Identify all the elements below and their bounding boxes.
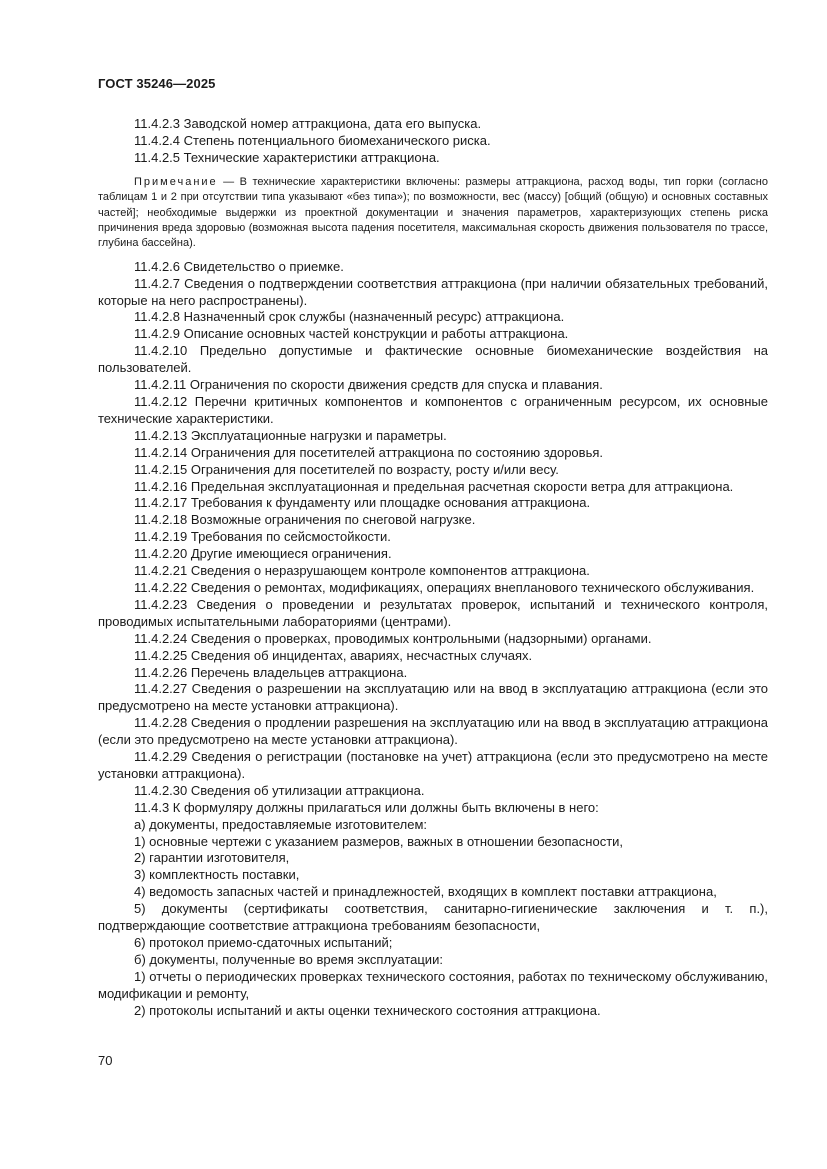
- paragraph: 11.4.2.5 Технические характеристики аттракциона.: [134, 149, 440, 165]
- paragraph: 11.4.2.30 Сведения об утилизации аттракциона.: [134, 782, 425, 798]
- paragraph: 1) отчеты о периодических проверках технического состояния, работах по техническому обслуживанию, модификации и ремонту,: [98, 968, 768, 1001]
- paragraph: 11.4.2.8 Назначенный срок службы (назначенный ресурс) аттракциона.: [134, 309, 565, 325]
- paragraph: 11.4.2.19 Требования по сейсмостойкости.: [134, 529, 391, 545]
- paragraph: 11.4.2.6 Свидетельство о приемке.: [134, 258, 344, 274]
- paragraph: 6) протокол приемо-сдаточных испытаний;: [134, 935, 393, 950]
- paragraph: 11.4.2.25 Сведения об инцидентах, авариях, несчастных случаях.: [134, 647, 533, 663]
- paragraph: 2) гарантии изготовителя,: [134, 850, 290, 866]
- paragraph: 11.4.2.22 Сведения о ремонтах, модификациях, операциях внепланового технического обслуживания.: [134, 579, 755, 595]
- paragraph: 11.4.2.12 Перечни критичных компонентов и компонентов с ограниченным ресурсом, их основные технические характеристики.: [98, 394, 768, 426]
- paragraph: 11.4.2.21 Сведения о неразрушающем контроле компонентов аттракциона.: [134, 563, 590, 579]
- note-label: Примечание: [134, 175, 218, 188]
- paragraph: 11.4.2.20 Другие имеющиеся ограничения.: [134, 546, 392, 562]
- paragraph: 11.4.2.29 Сведения о регистрации (постановке на учет) аттракциона (если это предусмотрено на месте установки аттракциона).: [98, 749, 768, 781]
- paragraph-group-1: [98, 116, 768, 167]
- paragraph: 1) основные чертежи с указанием размеров, важных в отношении безопасности,: [134, 833, 624, 849]
- paragraph: а) документы, предоставляемые изготовителем:: [134, 816, 427, 832]
- paragraph: 11.4.2.7 Сведения о подтверждении соответствия аттракциона (при наличии обязательных требований, которые на него распространены).: [98, 275, 768, 308]
- paragraph: 11.4.2.9 Описание основных частей конструкции и работы аттракциона.: [134, 326, 569, 342]
- paragraph: 11.4.2.11 Ограничения по скорости движения средств для спуска и плавания.: [134, 377, 603, 393]
- paragraph: 3) комплектность поставки,: [134, 867, 300, 883]
- paragraph: 11.4.2.4 Степень потенциального биомеханического риска.: [134, 132, 491, 148]
- document-code-header: ГОСТ 35246—2025: [98, 76, 216, 91]
- paragraph: 11.4.2.10 Предельно допустимые и фактические основные биомеханические воздействия на пользователей.: [98, 343, 768, 376]
- paragraph: б) документы, полученные во время эксплуатации:: [134, 951, 443, 967]
- paragraph: 11.4.2.23 Сведения о проведении и результатах проверок, испытаний и технического контроля, проводимых испытательными лабораториями (центрами).: [98, 596, 768, 629]
- paragraph: 11.4.2.14 Ограничения для посетителей аттракциона по состоянию здоровья.: [134, 444, 603, 460]
- paragraph: 5) документы (сертификаты соответствия, санитарно-гигиенические заключения и т. п.), подтверждающие соответствие аттракциона требованиям безопасности,: [98, 901, 768, 934]
- paragraph: 2) протоколы испытаний и акты оценки технического состояния аттракциона.: [134, 1002, 601, 1018]
- paragraph: 11.4.2.16 Предельная эксплуатационная и предельная расчетная скорости ветра для аттракциона.: [134, 478, 734, 494]
- paragraph: 11.4.2.13 Эксплуатационные нагрузки и параметры.: [134, 427, 447, 443]
- paragraph: 4) ведомость запасных частей и принадлежностей, входящих в комплект поставки аттракциона,: [134, 884, 717, 900]
- paragraph: 11.4.2.15 Ограничения для посетителей по возрасту, росту и/или весу.: [134, 461, 559, 477]
- paragraph: 11.4.2.17 Требования к фундаменту или площадке основания аттракциона.: [134, 495, 591, 511]
- paragraph: 11.4.3 К формуляру должны прилагаться или должны быть включены в него:: [134, 799, 599, 815]
- paragraph: 11.4.2.3 Заводской номер аттракциона, дата его выпуска.: [134, 116, 482, 131]
- paragraph: 11.4.2.27 Сведения о разрешении на эксплуатацию или на ввод в эксплуатацию аттракциона (если это предусмотрено на месте установки аттракциона).: [98, 681, 768, 714]
- page-number: 70: [98, 1053, 113, 1068]
- paragraph: 11.4.2.28 Сведения о продлении разрешения на эксплуатацию или на ввод в эксплуатацию аттракциона (если это предусмотрено на месте установки аттракциона).: [98, 715, 768, 748]
- note-paragraph: [98, 175, 768, 252]
- document-body: [98, 116, 768, 1020]
- note-text: — В технические характеристики включены: размеры аттракциона, расход воды, тип горки (согласно таблицам 1 и 2 при отсутствии типа указывают «без типа»); по возможности, вес (массу) [общий (общую) и основных составных частей]; необходимые выдержки из проектной документации и значения параметров, характеризующих степень риска причинения вреда здоровью (возможная высота падения посетителя, максимальная скорость движения пользователя по трассе, глубина бассейна).: [98, 175, 768, 250]
- paragraph: 11.4.2.24 Сведения о проверках, проводимых контрольными (надзорными) органами.: [134, 630, 652, 646]
- paragraph: 11.4.2.18 Возможные ограничения по снеговой нагрузке.: [134, 512, 476, 528]
- paragraph: 11.4.2.26 Перечень владельцев аттракциона.: [134, 664, 408, 680]
- paragraph-group-2: [98, 259, 768, 1020]
